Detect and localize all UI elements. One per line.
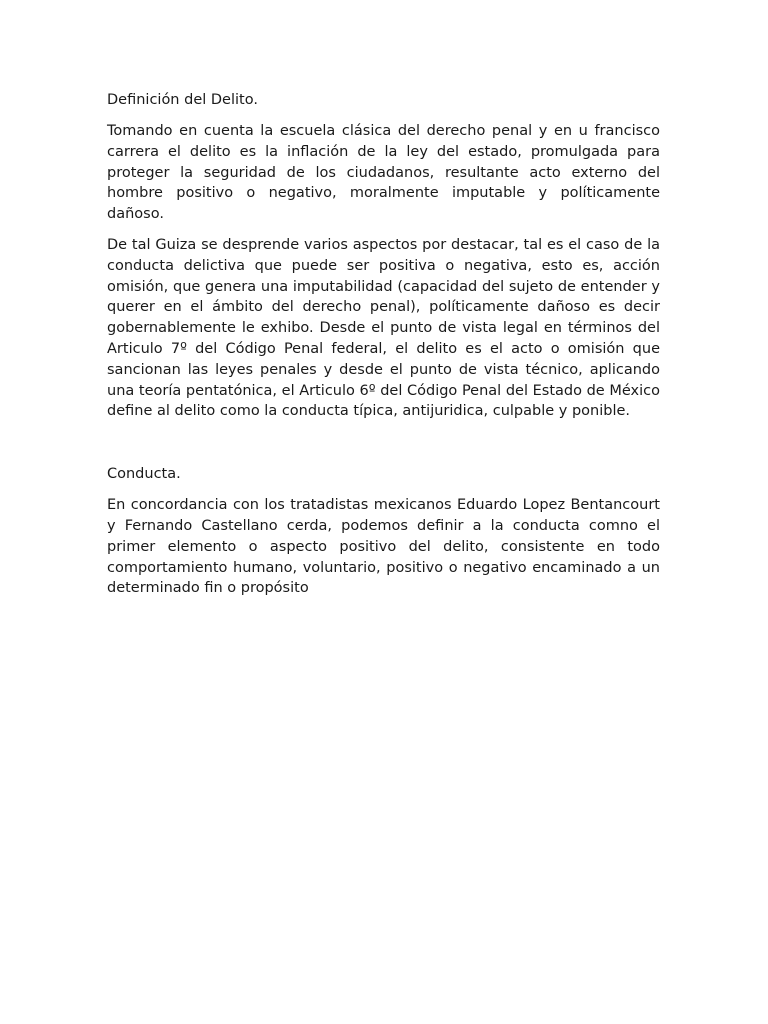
section-heading-definicion: Definición del Delito. bbox=[107, 92, 258, 108]
paragraph-conducta: En concordancia con los tratadistas mexicanos Eduardo Lopez Bentancourt y Fernando Castellano cerda, podemos definir a la conducta comno el primer elemento o aspecto positivo del delito, consistente en todo comportamiento humano, voluntario, positivo o negativo encaminado a un determinado fin o propósito bbox=[107, 497, 660, 597]
section-heading-conducta: Conducta. bbox=[107, 466, 181, 483]
paragraph-aspectos: De tal Guiza se desprende varios aspectos por destacar, tal es el caso de la conducta delictiva que puede ser positiva o negativa, esto es, acción omisión, que genera una imputabilidad (capacidad del sujeto de entender y querer en el ámbito del derecho penal), políticamente dañoso es decir gobernablemente le exhibo. Desde el punto de vista legal en términos del Articulo 7º del Código Penal federal, el delito es el acto o omisión que sancionan las leyes penales y desde el punto de vista técnico, aplicando una teoría pentatónica, el Articulo 6º del Código Penal del Estado de México define al delito como la conducta típica, antijuridica, culpable y ponible. bbox=[107, 236, 660, 420]
document-page bbox=[107, 90, 660, 609]
blank-line bbox=[107, 432, 660, 464]
paragraph-escuela-clasica: Tomando en cuenta la escuela clásica del derecho penal y en u francisco carrera el delito es la inflación de la ley del estado, promulgada para proteger la seguridad de los ciudadanos, resultante acto externo del hombre positivo o negativo, moralmente imputable y políticamente dañoso. bbox=[107, 123, 660, 223]
